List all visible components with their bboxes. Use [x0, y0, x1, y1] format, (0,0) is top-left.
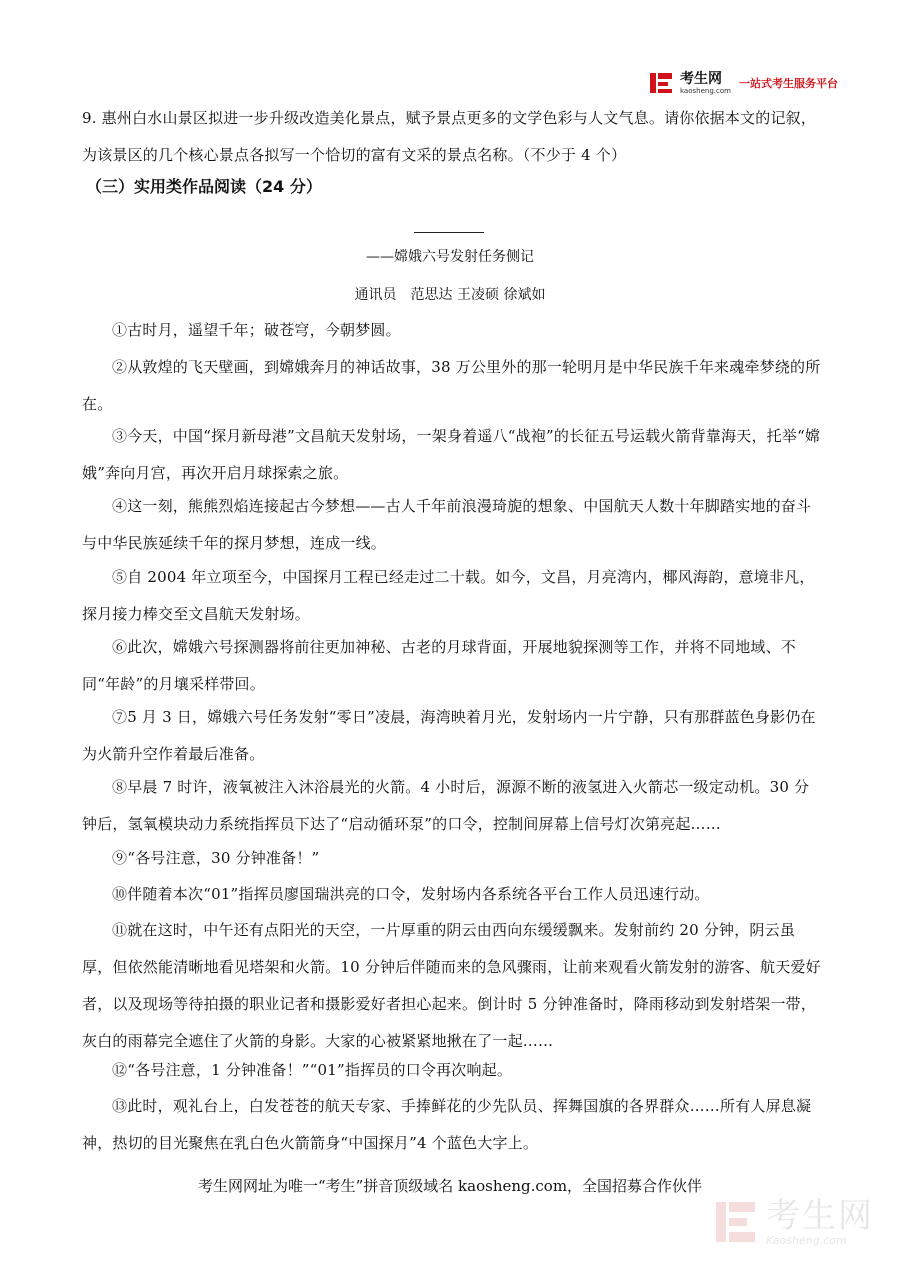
article-byline: 通讯员 范思达 王凌硕 徐斌如 — [354, 287, 546, 303]
watermark-text — [766, 1195, 874, 1247]
paragraph-5: ⑤自 2004 年立项至今，中国探月工程已经走过二十载。如今，文昌，月亮湾内，椰风海韵，意境非凡，探月接力棒交至文昌航天发射场。 — [82, 568, 815, 623]
paragraph-7: ⑦5 月 3 日，嫦娥六号任务发射“零日”凌晨，海湾映着月光，发射场内一片宁静，只有那群蓝色身影仍在为火箭升空作着最后准备。 — [82, 708, 816, 763]
watermark — [714, 1195, 874, 1247]
paragraph-4: ④这一刻，熊熊烈焰连接起古今梦想——古人千年前浪漫琦旎的想象、中国航天人数十年脚踏实地的奋斗与中华民族延续千年的探月梦想，连成一线。 — [82, 497, 812, 552]
watermark-name: 考生网 — [766, 1195, 874, 1236]
logo-name: 考生网 — [680, 70, 722, 87]
watermark-logo-icon — [714, 1198, 760, 1246]
paragraph-9: ⑨“各号注意，30 分钟准备！” — [112, 849, 320, 867]
logo-slogan: 一站式考生服务平台 — [738, 77, 838, 90]
kaosheng-logo-icon — [648, 70, 676, 96]
paragraph-3: ③今天，中国“探月新母港”文昌航天发射场，一架身着遥八“战袍”的长征五号运载火箭背靠海天，托举“嫦娥”奔向月宫，再次开启月球探索之旅。 — [82, 427, 821, 482]
footer-notice: 考生网网址为唯一“考生”拼音顶级域名 kaosheng.com，全国招募合作伙伴 — [197, 1177, 703, 1195]
logo-text — [680, 72, 731, 95]
paragraph-10: ⑩伴随着本次“01”指挥员廖国瑞洪亮的口令，发射场内各系统各平台工作人员迅速行动。 — [112, 885, 710, 903]
title-blank-line — [414, 232, 484, 233]
paragraph-8: ⑧早晨 7 时许，液氧被注入沐浴晨光的火箭。4 小时后，源源不断的液氢进入火箭芯一级定动机。30 分钟后，氢氧模块动力系统指挥员下达了“启动循环泵”的口令，控制间屏幕上信号灯次第亮起…… — [82, 778, 810, 833]
article-subtitle: ——嫦娥六号发射任务侧记 — [366, 249, 534, 265]
paragraph-6: ⑥此次，嫦娥六号探测器将前往更加神秘、古老的月球背面，开展地貌探测等工作，并将不同地域、不同“年龄”的月壤采样带回。 — [82, 638, 797, 693]
paragraph-1: ①古时月，遥望千年；破苍穹，今朝梦圆。 — [112, 321, 401, 339]
paragraph-13: ⑬此时，观礼台上，白发苍苍的航天专家、手捧鲜花的少先队员、挥舞国旗的各界群众……所有人屏息凝神，热切的目光聚焦在乳白色火箭箭身“中国探月”4 个蓝色大字上。 — [82, 1097, 812, 1152]
section-title: （三）实用类作品阅读（24 分） — [86, 177, 322, 196]
question-9: 9. 惠州白水山景区拟进一步升级改造美化景点，赋予景点更多的文学色彩与人文气息。请你依据本文的记叙，为该景区的几个核心景点各拟写一个恰切的富有文采的景点名称。（不少于 4 个） — [82, 109, 817, 164]
paragraph-11: ⑪就在这时，中午还有点阳光的天空，一片厚重的阴云由西向东缓缓飘来。发射前约 20 分钟，阴云虽厚，但依然能清晰地看见塔架和火箭。10 分钟后伴随而来的急风骤雨，让前来观看火箭发射的游客、航天爱好者，以及现场等待拍摄的职业记者和摄影爱好者担心起来。倒计时 5 分钟准备时，降雨移动到发射塔架一带，灰白的雨幕完全遮住了火箭的身影。大家的心被紧紧地揪在了一起…… — [82, 921, 821, 1050]
paragraph-12: ⑫“各号注意，1 分钟准备！”“01”指挥员的口令再次响起。 — [112, 1061, 513, 1079]
header-logo — [648, 70, 838, 96]
paragraph-2: ②从敦煌的飞天壁画，到嫦娥奔月的神话故事，38 万公里外的那一轮明月是中华民族千年来魂牵梦绕的所在。 — [82, 358, 821, 413]
watermark-url: Kaosheng.com — [766, 1233, 847, 1247]
logo-url: kaosheng.com — [680, 86, 731, 95]
